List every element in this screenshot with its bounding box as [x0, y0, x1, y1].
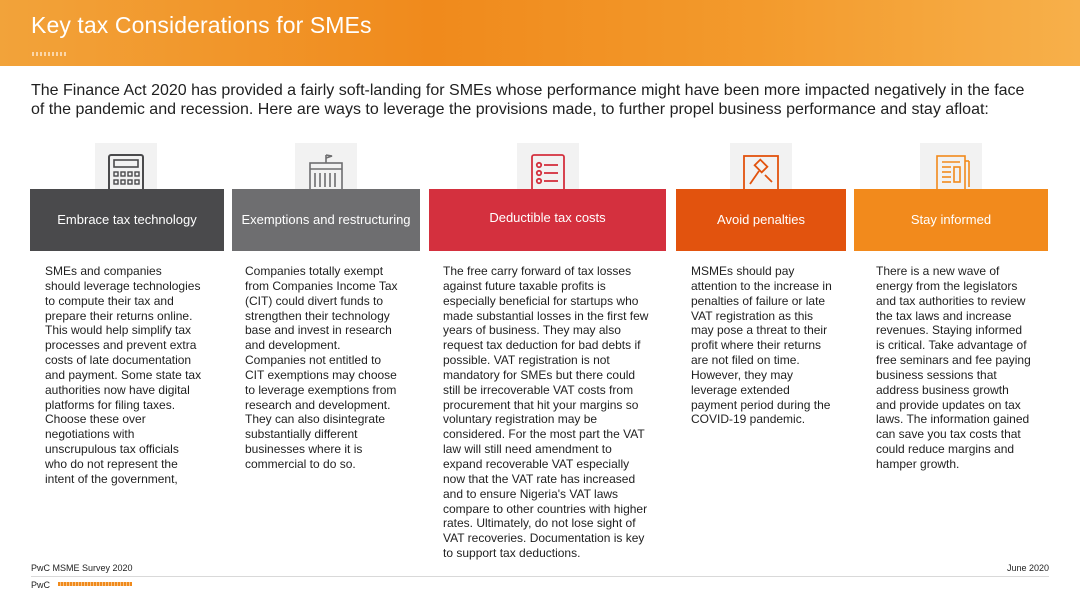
desc-line: especially beneficial for startups who [443, 293, 639, 308]
category-band-deductible-costs [429, 189, 666, 251]
footer-brand-bar [58, 582, 132, 586]
category-description [45, 264, 220, 487]
desc-line: Companies totally exempt [245, 264, 384, 278]
desc-line: revenues. Staying informed [876, 323, 1023, 338]
desc-line: substantially different [245, 427, 358, 442]
desc-line: hamper growth. [876, 456, 960, 471]
category-band-avoid-penalties [676, 189, 846, 251]
desc-line: to compute their tax and [45, 293, 174, 308]
intro-paragraph: The Finance Act 2020 has provided a fairly soft-landing for SMEs whose performance might have been more impacted negatively in the face of the pandemic and recession. Here are ways to leverage the provisions made, to further propel business performance and stay afloat: [31, 82, 1025, 118]
desc-line: mandatory for SMEs but there could [443, 367, 636, 382]
desc-line: COVID-19 pandemic. [691, 412, 806, 427]
desc-line: unscrupulous tax officials [45, 442, 179, 457]
category-description [876, 264, 1046, 472]
desc-line: and tax authorities to review [876, 293, 1026, 308]
desc-line: laws. The information gained [876, 412, 1030, 427]
desc-line: attention to the increase in [691, 278, 832, 293]
page-title: Key tax Considerations for SMEs [31, 12, 372, 38]
desc-line: SMEs and companies [45, 264, 162, 278]
category-title: Stay informed [910, 211, 992, 227]
category-description [245, 264, 420, 472]
desc-line: payment period during the [691, 397, 831, 412]
desc-line: procurement that hit your margins so [443, 397, 639, 412]
category-band-stay-informed [854, 189, 1048, 251]
desc-line: They can also disintegrate [245, 412, 386, 427]
desc-line: CIT exemptions may choose [245, 367, 397, 382]
desc-line: could reduce margins and [876, 442, 1015, 457]
desc-line: is critical. Take advantage of [876, 338, 1027, 353]
desc-line: and payment. Some state tax [45, 367, 202, 382]
desc-line: free seminars and fee paying [876, 353, 1031, 368]
desc-line: The free carry forward of tax losses [443, 264, 632, 278]
category-title: Deductible tax costs [489, 209, 606, 225]
category-band-tax-technology [30, 189, 224, 251]
desc-line: prepare their returns online. [45, 308, 193, 323]
desc-line: to leverage exemptions from [245, 382, 397, 397]
desc-line: considered. For the most part the VAT [443, 427, 645, 442]
desc-line: This would help simplify tax [45, 323, 192, 338]
category-band-exemptions [232, 189, 420, 251]
category-description [443, 264, 665, 561]
desc-line: years of business. They may also [443, 323, 621, 338]
category-title: Avoid penalties [717, 211, 805, 227]
desc-line: profit where their returns [691, 338, 822, 353]
desc-line: who do not represent the [45, 456, 178, 471]
desc-line: can save you tax costs that [876, 427, 1021, 442]
desc-line: expand recoverable VAT especially [443, 456, 630, 471]
desc-line: possible. VAT registration is not [443, 353, 610, 368]
desc-line: and development. [245, 338, 341, 353]
desc-line: platforms for filing taxes. [45, 397, 176, 412]
header-banner [0, 0, 1080, 66]
desc-line: penalties of failure or late [691, 293, 826, 308]
desc-line: (CIT) could divert funds to [245, 293, 384, 308]
desc-line: are not filed on time. [691, 353, 800, 368]
desc-line: compare to other countries with higher [443, 501, 648, 516]
desc-line: may pose a threat to their [691, 323, 828, 338]
desc-line: businesses where it is [245, 442, 363, 457]
desc-line: commercial to do so. [245, 456, 356, 471]
header-subtitle-mark [32, 52, 68, 56]
desc-line: rates. Ultimately, do not lose sight of [443, 516, 636, 531]
desc-line: VAT registration as this [691, 308, 814, 323]
desc-line: authorities now have digital [45, 382, 190, 397]
desc-line: made substantial losses in the first few [443, 308, 649, 323]
desc-line: Choose these over [45, 412, 146, 427]
desc-line: and provide updates on tax [876, 397, 1021, 412]
desc-line: However, they may [691, 367, 794, 382]
category-title: Embrace tax technology [57, 211, 197, 227]
desc-line: research and development. [245, 397, 391, 412]
desc-line: and to ensure Nigeria's VAT laws [443, 486, 619, 501]
footer-date: June 2020 [1006, 563, 1049, 573]
category-title: Exemptions and restructuring [241, 211, 411, 227]
desc-line: Companies not entitled to [245, 353, 382, 368]
desc-line: now that the VAT rate has increased [443, 471, 636, 486]
desc-line: There is a new wave of [876, 264, 1000, 278]
desc-line: negotiations with [45, 427, 135, 442]
desc-line: to support tax deductions. [443, 546, 581, 561]
desc-line: MSMEs should pay [691, 264, 795, 278]
desc-line: address business growth [876, 382, 1009, 397]
desc-line: voluntary registration may be [443, 412, 598, 427]
desc-line: against future taxable profits is [443, 278, 606, 293]
desc-line: energy from the legislators [876, 278, 1018, 293]
footer-brand: PwC [31, 580, 51, 590]
desc-line: processes and prevent extra [45, 338, 197, 353]
desc-line: intent of the government, [45, 471, 178, 486]
desc-line: leverage extended [691, 382, 790, 397]
desc-line: costs of late documentation [45, 353, 192, 368]
desc-line: request tax deduction for bad debts if [443, 338, 641, 353]
desc-line: from Companies Income Tax [245, 278, 398, 293]
desc-line: the tax laws and increase [876, 308, 1012, 323]
desc-line: business sessions that [876, 367, 997, 382]
desc-line: still be irrecoverable VAT costs from [443, 382, 634, 397]
desc-line: law will still need amendment to [443, 442, 612, 457]
desc-line: VAT recoveries. Documentation is key [443, 531, 645, 546]
desc-line: should leverage technologies [45, 278, 201, 293]
desc-line: strengthen their technology [245, 308, 390, 323]
footer-divider [31, 576, 1049, 577]
desc-line: base and invest in research [245, 323, 392, 338]
footer-source: PwC MSME Survey 2020 [31, 563, 133, 573]
category-description [691, 264, 851, 427]
